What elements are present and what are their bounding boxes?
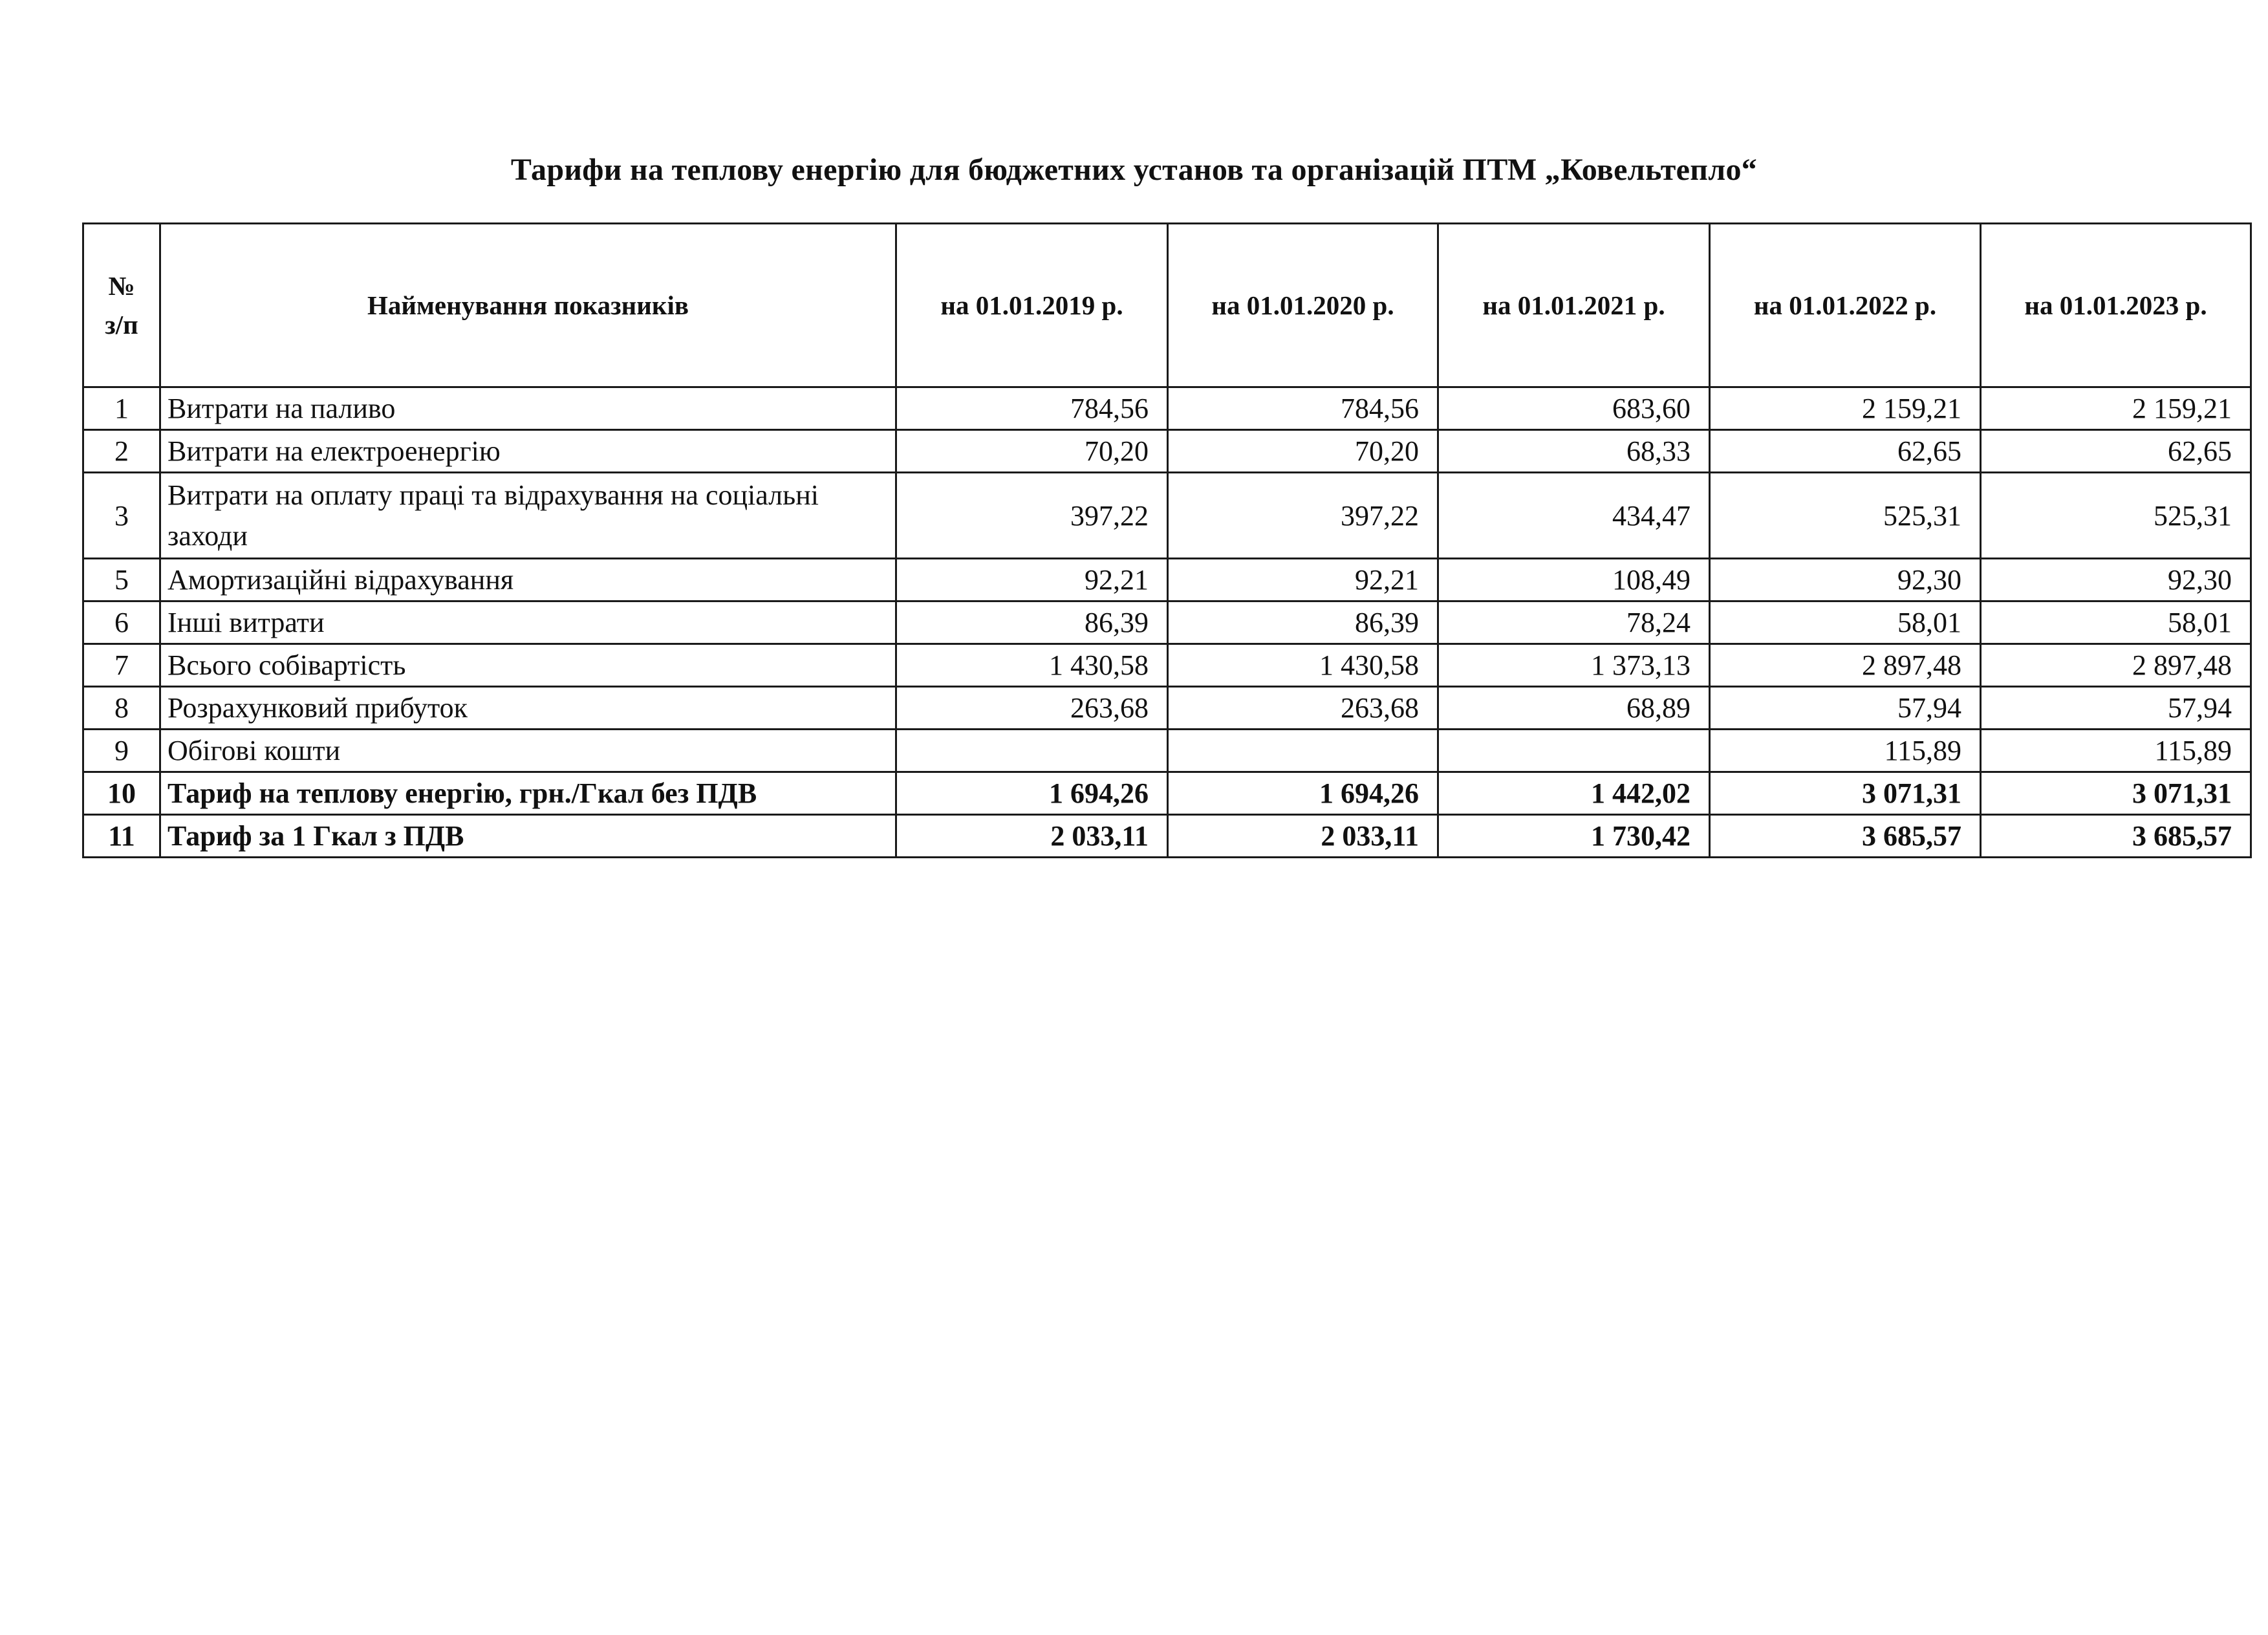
header-date-2021: на 01.01.2021 р. bbox=[1438, 224, 1710, 387]
row-value: 108,49 bbox=[1438, 559, 1710, 601]
row-number: 10 bbox=[83, 772, 160, 815]
row-value: 3 071,31 bbox=[1981, 772, 2251, 815]
row-value: 784,56 bbox=[896, 387, 1168, 430]
table-row bbox=[83, 687, 2251, 730]
row-value: 2 897,48 bbox=[1710, 644, 1981, 687]
row-value: 3 685,57 bbox=[1710, 815, 1981, 858]
row-name: Інші витрати bbox=[160, 601, 896, 644]
row-value: 1 442,02 bbox=[1438, 772, 1710, 815]
table-row bbox=[83, 387, 2251, 430]
row-value: 57,94 bbox=[1710, 687, 1981, 730]
row-value: 263,68 bbox=[1168, 687, 1438, 730]
row-name: Витрати на електроенергію bbox=[160, 430, 896, 473]
row-name: Тариф на теплову енергію, грн./Гкал без ПДВ bbox=[160, 772, 896, 815]
row-value: 115,89 bbox=[1710, 730, 1981, 772]
row-value: 1 373,13 bbox=[1438, 644, 1710, 687]
row-value: 92,21 bbox=[896, 559, 1168, 601]
row-value: 525,31 bbox=[1710, 473, 1981, 559]
row-name: Тариф за 1 Гкал з ПДВ bbox=[160, 815, 896, 858]
tariff-table bbox=[82, 222, 2252, 858]
row-name: Розрахунковий прибуток bbox=[160, 687, 896, 730]
row-value: 3 071,31 bbox=[1710, 772, 1981, 815]
row-value: 62,65 bbox=[1981, 430, 2251, 473]
table-row bbox=[83, 559, 2251, 601]
header-number-symbol: № bbox=[108, 271, 135, 301]
header-date-2022: на 01.01.2022 р. bbox=[1710, 224, 1981, 387]
row-value: 58,01 bbox=[1981, 601, 2251, 644]
row-number: 2 bbox=[83, 430, 160, 473]
row-number: 3 bbox=[83, 473, 160, 559]
row-value: 1 430,58 bbox=[896, 644, 1168, 687]
row-value: 78,24 bbox=[1438, 601, 1710, 644]
table-row bbox=[83, 730, 2251, 772]
row-value: 92,30 bbox=[1710, 559, 1981, 601]
row-value: 86,39 bbox=[896, 601, 1168, 644]
table-row-total bbox=[83, 815, 2251, 858]
table-row bbox=[83, 473, 2251, 559]
row-name: Витрати на оплату праці та відрахування на соціальні заходи bbox=[160, 473, 896, 559]
header-name: Найменування показників bbox=[160, 224, 896, 387]
table-row-total bbox=[83, 772, 2251, 815]
row-number: 9 bbox=[83, 730, 160, 772]
row-value bbox=[1168, 730, 1438, 772]
row-number: 8 bbox=[83, 687, 160, 730]
header-row bbox=[83, 224, 2251, 387]
row-name: Всього собівартість bbox=[160, 644, 896, 687]
row-value: 1 694,26 bbox=[1168, 772, 1438, 815]
row-value: 397,22 bbox=[1168, 473, 1438, 559]
row-value: 2 159,21 bbox=[1981, 387, 2251, 430]
row-number: 1 bbox=[83, 387, 160, 430]
row-value: 86,39 bbox=[1168, 601, 1438, 644]
row-name: Витрати на паливо bbox=[160, 387, 896, 430]
row-value: 525,31 bbox=[1981, 473, 2251, 559]
row-value: 434,47 bbox=[1438, 473, 1710, 559]
row-value: 397,22 bbox=[896, 473, 1168, 559]
row-value: 3 685,57 bbox=[1981, 815, 2251, 858]
row-value: 2 159,21 bbox=[1710, 387, 1981, 430]
row-value bbox=[1438, 730, 1710, 772]
row-value: 2 033,11 bbox=[896, 815, 1168, 858]
header-number bbox=[83, 224, 160, 387]
table-row bbox=[83, 430, 2251, 473]
row-value bbox=[896, 730, 1168, 772]
row-value: 70,20 bbox=[1168, 430, 1438, 473]
row-name: Обігові кошти bbox=[160, 730, 896, 772]
row-value: 683,60 bbox=[1438, 387, 1710, 430]
row-value: 2 897,48 bbox=[1981, 644, 2251, 687]
row-value: 1 730,42 bbox=[1438, 815, 1710, 858]
row-value: 263,68 bbox=[896, 687, 1168, 730]
row-value: 92,21 bbox=[1168, 559, 1438, 601]
row-value: 70,20 bbox=[896, 430, 1168, 473]
header-number-abbr: з/п bbox=[105, 310, 138, 340]
row-value: 62,65 bbox=[1710, 430, 1981, 473]
page-title: Тарифи на теплову енергію для бюджетних установ та організацій ПТМ „Ковельтепло“ bbox=[510, 153, 1758, 187]
row-value: 68,89 bbox=[1438, 687, 1710, 730]
header-date-2019: на 01.01.2019 р. bbox=[896, 224, 1168, 387]
row-value: 1 430,58 bbox=[1168, 644, 1438, 687]
row-number: 11 bbox=[83, 815, 160, 858]
row-number: 7 bbox=[83, 644, 160, 687]
row-value: 1 694,26 bbox=[896, 772, 1168, 815]
table-row bbox=[83, 601, 2251, 644]
row-value: 57,94 bbox=[1981, 687, 2251, 730]
row-value: 2 033,11 bbox=[1168, 815, 1438, 858]
row-value: 92,30 bbox=[1981, 559, 2251, 601]
row-value: 68,33 bbox=[1438, 430, 1710, 473]
header-date-2020: на 01.01.2020 р. bbox=[1168, 224, 1438, 387]
row-number: 6 bbox=[83, 601, 160, 644]
row-number: 5 bbox=[83, 559, 160, 601]
row-name: Амортизаційні відрахування bbox=[160, 559, 896, 601]
table-row bbox=[83, 644, 2251, 687]
row-value: 58,01 bbox=[1710, 601, 1981, 644]
header-date-2023: на 01.01.2023 р. bbox=[1981, 224, 2251, 387]
row-value: 115,89 bbox=[1981, 730, 2251, 772]
row-value: 784,56 bbox=[1168, 387, 1438, 430]
